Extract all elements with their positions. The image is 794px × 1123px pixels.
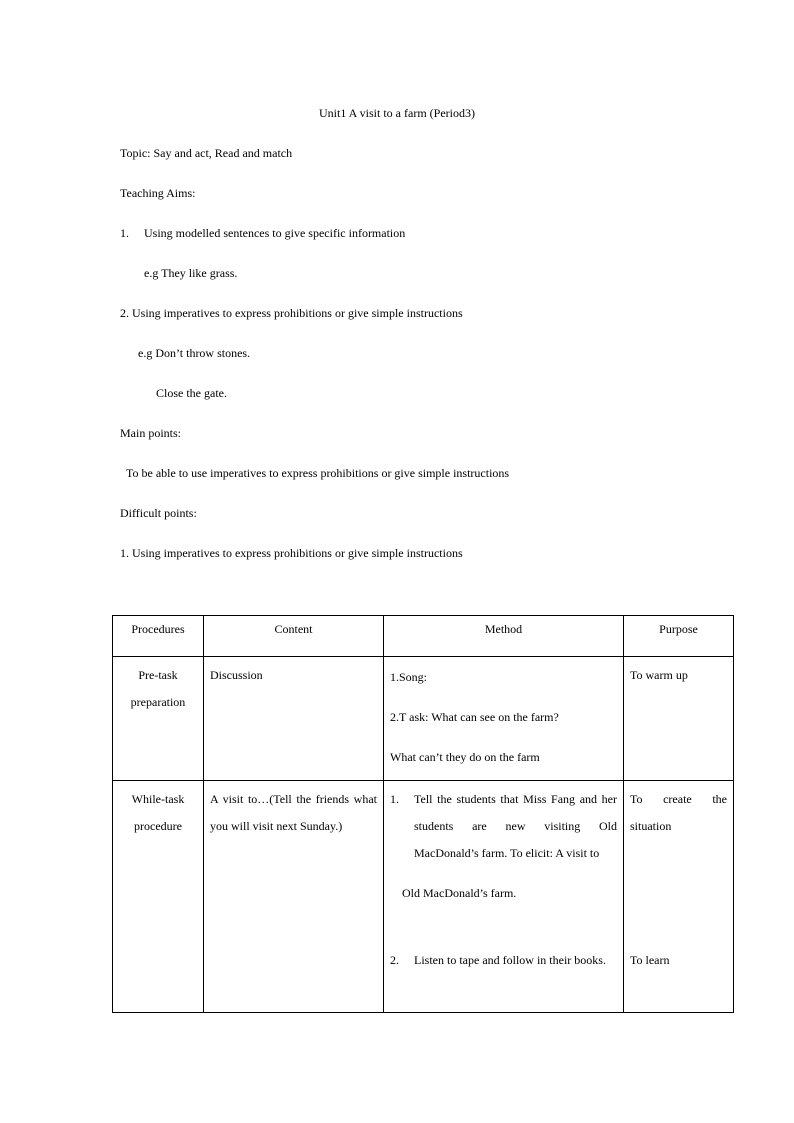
lesson-procedure-table <box>112 615 734 1013</box>
purpose-text: To learn <box>630 953 670 967</box>
header-purpose: Purpose <box>624 616 734 657</box>
table-header-row <box>113 616 734 657</box>
difficult-points-label: Difficult points: <box>120 506 197 520</box>
header-method: Method <box>384 616 624 657</box>
method-item-number: 1. <box>390 792 399 806</box>
header-procedures: Procedures <box>113 616 204 657</box>
method-line: 1.Song: <box>390 670 428 684</box>
aim-2-text: 2. Using imperatives to express prohibitions or give simple instructions <box>120 306 463 320</box>
difficult-points-text: 1. Using imperatives to express prohibitions or give simple instructions <box>120 546 463 560</box>
method-item-text: Listen to tape and follow in their books. <box>414 953 606 967</box>
method-item-continuation: Old MacDonald’s farm. <box>402 886 517 900</box>
method-item-2 <box>390 947 617 974</box>
method-item-text: Tell the students that Miss Fang and her students are new visiting Old MacDonald’s farm. To elicit: A visit to <box>414 792 617 860</box>
procedure-line: While-task <box>131 792 185 806</box>
document-title: Unit1 A visit to a farm (Period3) <box>319 106 475 120</box>
procedure-line: preparation <box>130 695 186 709</box>
topic-line: Topic: Say and act, Read and match <box>120 146 293 160</box>
main-points-text: To be able to use imperatives to express prohibitions or give simple instructions <box>126 466 510 480</box>
content-text: A visit to…(Tell the friends what you will visit next Sunday.) <box>210 792 377 833</box>
purpose-text: To warm up <box>630 668 688 682</box>
aim-2-example-2: Close the gate. <box>156 386 227 400</box>
table-row <box>113 657 734 781</box>
procedure-cell <box>113 781 204 1013</box>
aim-2-example-1: e.g Don’t throw stones. <box>138 346 251 360</box>
teaching-aims-label: Teaching Aims: <box>120 186 196 200</box>
method-line: What can’t they do on the farm <box>390 750 540 764</box>
method-cell <box>384 657 624 781</box>
method-cell <box>384 781 624 1013</box>
method-item-number: 2. <box>390 953 399 967</box>
method-item-1 <box>390 786 617 867</box>
aim-1-number: 1. <box>120 226 129 240</box>
content-cell <box>204 781 384 1013</box>
table-row <box>113 781 734 1013</box>
aim-1-example: e.g They like grass. <box>144 266 238 280</box>
purpose-cell <box>624 657 734 781</box>
header-content: Content <box>204 616 384 657</box>
content-cell <box>204 657 384 781</box>
purpose-cell <box>624 781 734 1013</box>
content-text: Discussion <box>210 668 263 682</box>
procedure-line: procedure <box>134 819 182 833</box>
main-points-label: Main points: <box>120 426 182 440</box>
procedure-cell <box>113 657 204 781</box>
purpose-text: To create the situation <box>630 792 727 833</box>
method-line: 2.T ask: What can see on the farm? <box>390 710 559 724</box>
aim-1-text: Using modelled sentences to give specific information <box>144 226 406 240</box>
procedure-line: Pre-task <box>138 668 178 682</box>
